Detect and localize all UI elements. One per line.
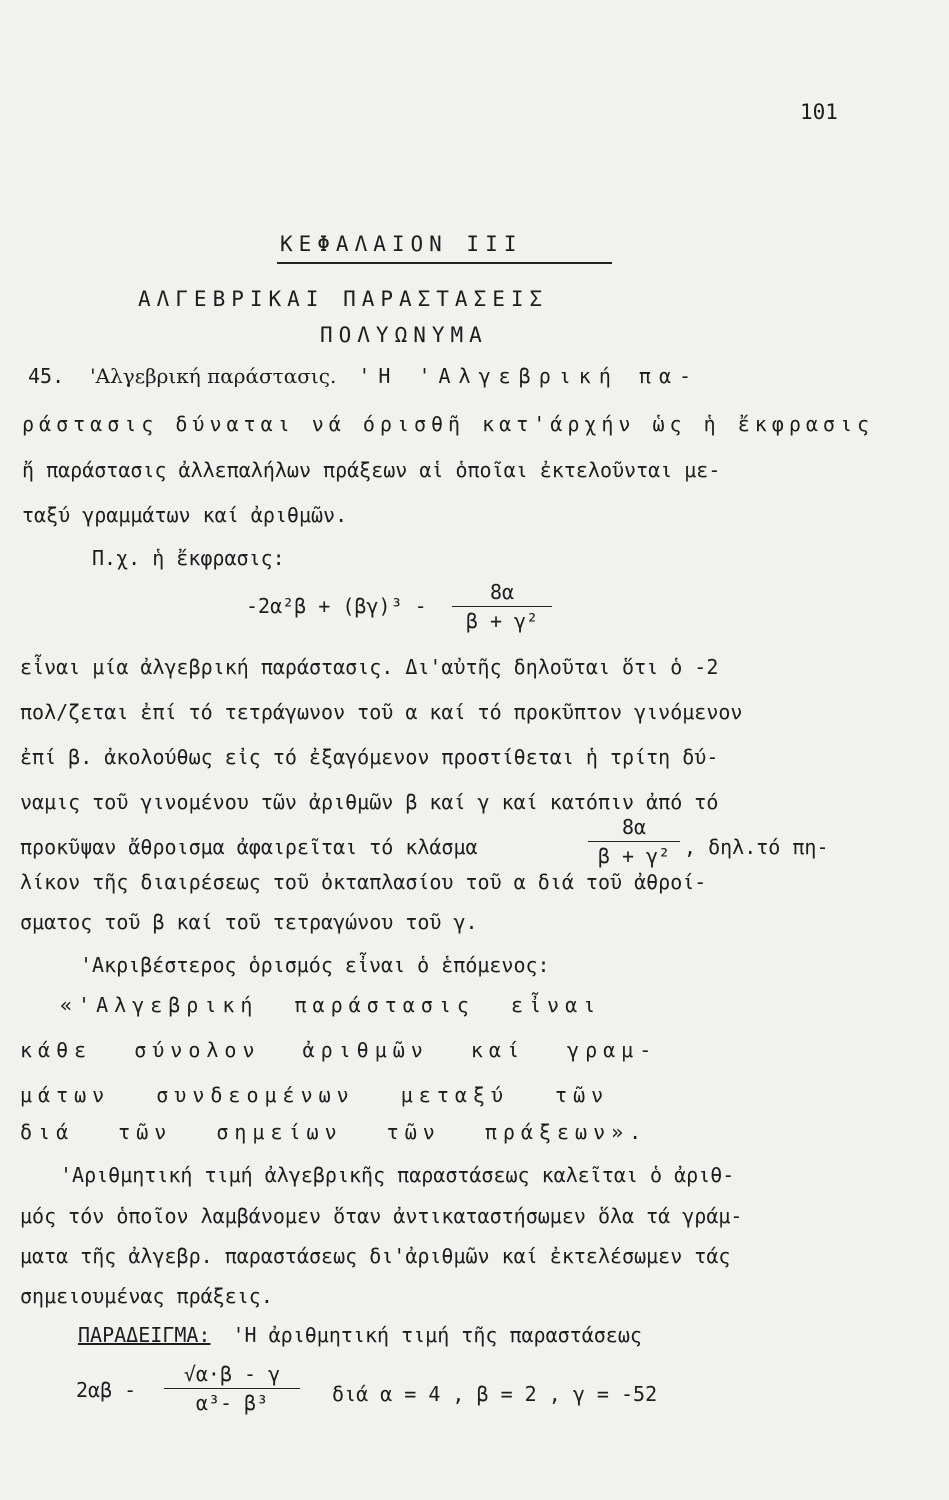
example-label: Π.χ. ἡ ἔκφρασις:: [92, 546, 285, 570]
paragraph-line: μός τόν ὁποῖον λαμβάνομεν ὅταν ἀντικαταστήσωμεν ὅλα τά γράμ-: [20, 1204, 743, 1228]
definition-line: μάτων συνδεομένων μεταξύ τῶν: [20, 1083, 610, 1107]
definition-line: κάθε σύνολον ἀριθμῶν καί γραμ-: [20, 1038, 658, 1062]
page-number: 101: [800, 100, 838, 124]
paragraph-line: ναμις τοῦ γινομένου τῶν ἀριθμῶν β καί γ καί κατόπιν ἀπό τό: [20, 790, 719, 814]
paragraph-line: ματα τῆς ἀλγεβρ. παραστάσεως δι'ἀριθμῶν καί ἐκτελέσωμεν τάς: [20, 1244, 731, 1268]
chapter-title: ΑΛΓΕΒΡΙΚΑΙ ΠΑΡΑΣΤΑΣΕΙΣ: [138, 287, 549, 311]
section-text-line: ἤ παράστασις ἀλλεπαλήλων πράξεων αἱ ὁποῖαι ἐκτελοῦνται με-: [22, 458, 721, 482]
chapter-heading: ΚΕΦΑΛΑΙΟΝ ΙΙΙ: [280, 232, 523, 256]
fraction-denominator: β + γ²: [465, 609, 539, 633]
formula2-fraction: [164, 1362, 300, 1415]
paragraph-line: , δηλ.τό πη-: [684, 835, 829, 859]
chapter-subtitle: ΠΟΛΥΩΝΥΜΑ: [320, 323, 488, 347]
example2-line: [78, 1323, 642, 1347]
section-heading-line: [28, 364, 699, 388]
paragraph-line: 'Αριθμητική τιμή ἀλγεβρικῆς παραστάσεως καλεῖται ὁ ἀριθ-: [60, 1163, 735, 1187]
fraction-numerator: 8α: [621, 815, 647, 839]
example2-text: 'Η ἀριθμητική τιμή τῆς παραστάσεως: [232, 1323, 642, 1347]
example2-label: ΠΑΡΑΔΕΙΓΜΑ:: [78, 1323, 211, 1347]
fraction-bar: [452, 606, 552, 607]
definition-line: διά τῶν σημείων τῶν πράξεων».: [20, 1120, 648, 1144]
paragraph-line: εἶναι μία ἀλγεβρική παράστασις. Δι'αὐτῆς δηλοῦται ὅτι ὁ -2: [20, 655, 719, 679]
formula-fraction: [452, 580, 552, 633]
fraction-numerator: √α·β - γ: [183, 1362, 281, 1386]
paragraph-line: προκῦψαν ἄθροισμα ἀφαιρεῖται τό κλάσμα: [20, 835, 478, 859]
section-number: 45.: [28, 364, 65, 388]
paragraph-line: σημειουμένας πράξεις.: [20, 1284, 273, 1308]
formula2-left: 2αβ -: [76, 1378, 137, 1402]
fraction-numerator: 8α: [489, 580, 515, 604]
fraction-bar: [588, 841, 680, 842]
paragraph-line: πολ/ζεται ἐπί τό τετράγωνον τοῦ α καί τό προκῦπτον γινόμενον: [20, 700, 743, 724]
paragraph-line: λίκον τῆς διαιρέσεως τοῦ ὀκταπλασίου τοῦ α διά τοῦ ἀθροί-: [20, 870, 707, 894]
formula-main: -2α²β + (βγ)³ -: [246, 594, 427, 618]
paragraph-intro: 'Ακριβέστερος ὁρισμός εἶναι ὁ ἑπόμενος:: [80, 953, 550, 977]
chapter-underline: [277, 262, 612, 264]
section-text-line: ράστασις δύναται νά όρισθῆ κατ'άρχήν ὡς ἡ ἔκφρασις: [22, 412, 875, 436]
paragraph-line: ἐπί β. ἀκολούθως εἰς τό ἐξαγόμενον προστίθεται ἡ τρίτη δύ-: [20, 745, 719, 769]
fraction-denominator: β + γ²: [597, 844, 671, 868]
fraction-denominator: α³- β³: [195, 1391, 269, 1415]
fraction-bar: [164, 1388, 300, 1389]
section-text-line: ταξύ γραμμάτων καί ἀριθμῶν.: [22, 503, 348, 527]
section-heading: 'Αλγεβρική παράστασις.: [90, 364, 337, 388]
formula2-values: διά α = 4 , β = 2 , γ = -52: [332, 1382, 658, 1406]
inline-fraction: [588, 815, 680, 868]
definition-line: «'Αλγεβρική παράστασις εἶναι: [60, 993, 602, 1017]
paragraph-line: σματος τοῦ β καί τοῦ τετραγώνου τοῦ γ.: [20, 910, 478, 934]
section-text-line: 'Η 'Αλγεβρική πα-: [358, 364, 700, 388]
